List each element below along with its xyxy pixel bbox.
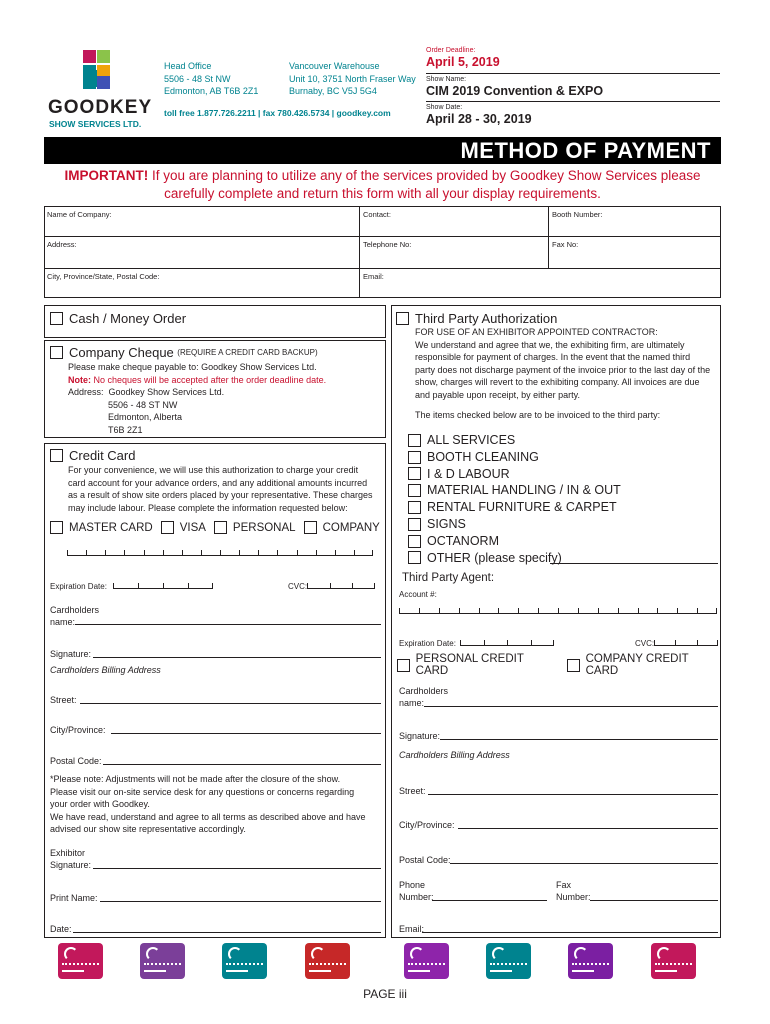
third-holder-label-2: name: xyxy=(399,698,425,708)
phone-field[interactable] xyxy=(432,900,547,901)
company-credit-label: COMPANY CREDIT CARD xyxy=(585,653,689,677)
cash-section xyxy=(44,305,386,338)
company-field[interactable]: Name of Company: xyxy=(47,210,112,219)
credit-card-icon xyxy=(404,943,449,979)
show-date-label: Show Date: xyxy=(426,104,463,111)
telephone-field[interactable]: Telephone No: xyxy=(363,240,412,249)
third-signature-field[interactable] xyxy=(440,739,718,740)
third-email-field[interactable] xyxy=(422,932,718,933)
item-booth-cleaning-checkbox[interactable] xyxy=(408,451,421,464)
head-office-line1: 5506 - 48 St NW xyxy=(164,73,231,84)
contact-field[interactable]: Contact: xyxy=(363,210,391,219)
mastercard-checkbox[interactable] xyxy=(50,521,63,534)
item-booth-cleaning: BOOTH CLEANING xyxy=(427,449,539,464)
logo xyxy=(48,48,153,133)
exhibitor-label-2: Signature: xyxy=(50,860,92,870)
item-material-handling: MATERIAL HANDLING / IN & OUT xyxy=(427,483,621,498)
title-bar xyxy=(44,137,721,164)
third-holder-label-1: Cardholders xyxy=(399,686,449,696)
phone-label-2: Number: xyxy=(399,892,434,902)
info-table xyxy=(44,206,721,298)
cheque-note: (REQUIRE A CREDIT CARD BACKUP) xyxy=(177,348,318,357)
third-party-items xyxy=(408,432,621,566)
cheque-address-2: 5506 - 48 ST NW xyxy=(108,399,178,410)
cheque-label: Company Cheque xyxy=(69,345,174,360)
third-text-4: party does not discharge payment of the invoice prior to the last day of the xyxy=(415,364,711,375)
street-label: Street: xyxy=(50,695,77,705)
street-field[interactable] xyxy=(80,703,381,704)
credit-card-icon xyxy=(222,943,267,979)
credit-label: Credit Card xyxy=(69,448,136,463)
date-field[interactable] xyxy=(73,932,381,933)
item-id-labour-checkbox[interactable] xyxy=(408,467,421,480)
disclaimer-1: *Please note: Adjustments will not be made after the closure of the show. xyxy=(50,774,341,784)
cheque-checkbox[interactable] xyxy=(50,346,63,359)
disclaimer-5: advised our show site representative accordingly. xyxy=(50,824,246,834)
cvc-field[interactable] xyxy=(307,577,375,589)
expiration-field[interactable] xyxy=(113,577,213,589)
account-field[interactable] xyxy=(399,602,717,614)
cheque-address-4: T6B 2Z1 xyxy=(108,424,143,435)
agent-label: Third Party Agent: xyxy=(402,572,495,584)
date-label: Date: xyxy=(50,924,72,934)
third-text-2: We understand and agree that we, the exhibiting firm, are ultimately xyxy=(415,339,685,350)
show-date-value: April 28 - 30, 2019 xyxy=(426,112,532,126)
city-label: City/Province: xyxy=(50,725,106,735)
card-number-field[interactable] xyxy=(67,544,373,556)
phone-label-1: Phone xyxy=(399,880,426,890)
personal-label: PERSONAL xyxy=(232,521,296,534)
credit-text-3: as a result of show site orders placed by your representative. These charges xyxy=(68,490,373,500)
visa-label: VISA xyxy=(179,521,206,534)
item-other: OTHER (please specify) xyxy=(427,550,562,565)
item-octanorm: OCTANORM xyxy=(427,533,499,548)
exhibitor-signature-field[interactable] xyxy=(93,868,381,869)
warehouse-line1: Unit 10, 3751 North Fraser Way xyxy=(289,73,416,84)
disclaimer-2: Please visit our on-site service desk for any questions or concerns regarding xyxy=(50,786,355,797)
holder-name-field[interactable] xyxy=(75,624,381,625)
third-text-3: responsible for payment of charges. In the event that the named third xyxy=(415,352,691,362)
third-postal-label: Postal Code: xyxy=(399,855,451,865)
item-material-handling-checkbox[interactable] xyxy=(408,484,421,497)
cash-checkbox[interactable] xyxy=(50,312,63,325)
show-name xyxy=(426,76,720,102)
exhibitor-label-1: Exhibitor xyxy=(50,848,86,858)
credit-card-icon xyxy=(305,943,350,979)
company-credit-checkbox[interactable] xyxy=(567,659,580,672)
credit-checkbox[interactable] xyxy=(50,449,63,462)
order-deadline-value: April 5, 2019 xyxy=(426,55,500,69)
visa-checkbox[interactable] xyxy=(161,521,174,534)
booth-field[interactable]: Booth Number: xyxy=(552,210,603,219)
disclaimer-4: We have read, understand and agree to all terms as described above and have xyxy=(50,811,366,822)
goodkey-logo-icon xyxy=(48,48,138,100)
credit-card-icon xyxy=(568,943,613,979)
address-field[interactable]: Address: xyxy=(47,240,77,249)
fax-field[interactable]: Fax No: xyxy=(552,240,579,249)
warehouse-line2: Burnaby, BC V5J 5G4 xyxy=(289,86,377,96)
important-label: IMPORTANT! xyxy=(64,168,149,183)
personal-checkbox[interactable] xyxy=(214,521,227,534)
warehouse xyxy=(289,60,416,98)
third-party-section xyxy=(391,305,721,938)
company-checkbox[interactable] xyxy=(304,521,317,534)
cheque-address-1: Goodkey Show Services Ltd. xyxy=(108,387,225,397)
cheque-note-text: No cheques will be accepted after the order deadline date. xyxy=(91,374,327,385)
page-title: METHOD OF PAYMENT xyxy=(460,138,711,163)
cheque-note-label: Note: xyxy=(68,374,91,385)
holder-label-2: name: xyxy=(50,617,76,627)
important-line1: If you are planning to utilize any of the services provided by Goodkey Show Services please xyxy=(148,168,701,183)
postal-field[interactable] xyxy=(103,764,381,765)
head-office-title: Head Office xyxy=(164,61,212,71)
email-field[interactable]: Email: xyxy=(363,272,384,281)
order-deadline-label: Order Deadline: xyxy=(426,47,476,54)
item-all-services: ALL SERVICES xyxy=(427,433,516,447)
disclaimer-3: your order with Goodkey. xyxy=(50,799,150,809)
credit-text-2: card account for your advance orders, and any additional amounts incurred xyxy=(68,477,368,488)
signature-field[interactable] xyxy=(93,657,381,658)
cheque-payable: Please make cheque payable to: Goodkey Show Services Ltd. xyxy=(68,362,317,372)
warehouse-title: Vancouver Warehouse xyxy=(289,61,380,71)
credit-card-icon xyxy=(58,943,103,979)
important-note xyxy=(44,167,721,203)
item-rental-furniture-checkbox[interactable] xyxy=(408,501,421,514)
third-expiration-label: Expiration Date: xyxy=(399,639,456,648)
cvc-label: CVC: xyxy=(288,582,308,591)
third-text-5: show, charges will revert to the exhibiting company. All invoices are due xyxy=(415,377,700,387)
cheque-address-label: Address: xyxy=(68,387,104,397)
item-other-checkbox[interactable] xyxy=(408,551,421,564)
print-name-label: Print Name: xyxy=(50,893,98,903)
third-signature-label: Signature: xyxy=(399,731,441,741)
third-text-6: and payable upon receipt, by either party. xyxy=(415,389,580,400)
item-id-labour: I & D LABOUR xyxy=(427,466,510,481)
fax-label-2: Number: xyxy=(556,892,591,902)
item-signs-checkbox[interactable] xyxy=(408,518,421,531)
contact-line: toll free 1.877.726.2211 | fax 780.426.5734 | goodkey.com xyxy=(164,108,391,118)
holder-label-1: Cardholders xyxy=(50,605,100,615)
third-expiration-field[interactable] xyxy=(460,634,554,646)
city-field[interactable]: City, Province/State, Postal Code: xyxy=(47,272,160,281)
item-rental-furniture: RENTAL FURNITURE & CARPET xyxy=(427,500,617,515)
third-party-checkbox[interactable] xyxy=(396,312,409,325)
fax-label-1: Fax xyxy=(556,880,572,890)
logo-tagline: SHOW SERVICES LTD. xyxy=(49,119,142,129)
credit-card-icon xyxy=(486,943,531,979)
credit-text-4: may include labour. Please complete the information requested below: xyxy=(68,502,348,513)
third-cvc-field[interactable] xyxy=(654,634,718,646)
cash-label: Cash / Money Order xyxy=(69,311,187,326)
expiration-label: Expiration Date: xyxy=(50,582,107,591)
head-office xyxy=(164,60,258,98)
third-cvc-label: CVC: xyxy=(635,639,655,648)
third-holder-field[interactable] xyxy=(424,706,718,707)
head-office-line2: Edmonton, AB T6B 2Z1 xyxy=(164,86,259,96)
personal-credit-label: PERSONAL CREDIT CARD xyxy=(415,653,524,677)
postal-label: Postal Code: xyxy=(50,756,102,766)
item-octanorm-checkbox[interactable] xyxy=(408,535,421,548)
show-date xyxy=(426,104,720,130)
item-all-services-checkbox[interactable] xyxy=(408,434,421,447)
page-number: PAGE iii xyxy=(363,987,407,1001)
mastercard-label: MASTER CARD xyxy=(69,521,153,534)
important-line2: carefully complete and return this form with all your display requirements. xyxy=(164,186,601,201)
third-city-label: City/Province: xyxy=(399,820,455,830)
account-label: Account #: xyxy=(399,590,437,599)
third-postal-field[interactable] xyxy=(450,863,718,864)
third-street-label: Street: xyxy=(399,786,426,796)
third-text-1: FOR USE OF AN EXHIBITOR APPOINTED CONTRACTOR: xyxy=(415,327,658,337)
credit-section xyxy=(44,443,386,938)
order-deadline xyxy=(426,47,720,74)
third-billing-label: Cardholders Billing Address xyxy=(399,750,510,760)
city-field-left[interactable] xyxy=(111,733,381,734)
third-party-label: Third Party Authorization xyxy=(415,311,558,326)
third-text-7: The items checked below are to be invoiced to the third party: xyxy=(415,410,661,420)
third-street-field[interactable] xyxy=(428,794,718,795)
third-city-field[interactable] xyxy=(458,828,718,829)
cheque-address-3: Edmonton, Alberta xyxy=(108,412,183,422)
personal-credit-checkbox[interactable] xyxy=(397,659,410,672)
credit-card-icon xyxy=(140,943,185,979)
cheque-section xyxy=(44,340,386,438)
company-label: COMPANY xyxy=(322,521,380,534)
billing-label: Cardholders Billing Address xyxy=(50,665,161,675)
third-email-label: Email: xyxy=(399,924,425,934)
credit-card-icon xyxy=(651,943,696,979)
fax-number-field[interactable] xyxy=(590,900,718,901)
show-name-value: CIM 2019 Convention & EXPO xyxy=(426,84,604,98)
other-specify-field[interactable] xyxy=(550,563,718,564)
signature-label: Signature: xyxy=(50,649,92,659)
credit-text-1: For your convenience, we will use this authorization to charge your credit xyxy=(68,465,359,475)
item-signs: SIGNS xyxy=(427,516,466,531)
print-name-field[interactable] xyxy=(100,901,381,902)
logo-name: GOODKEY xyxy=(48,97,153,118)
show-name-label: Show Name: xyxy=(426,76,467,83)
